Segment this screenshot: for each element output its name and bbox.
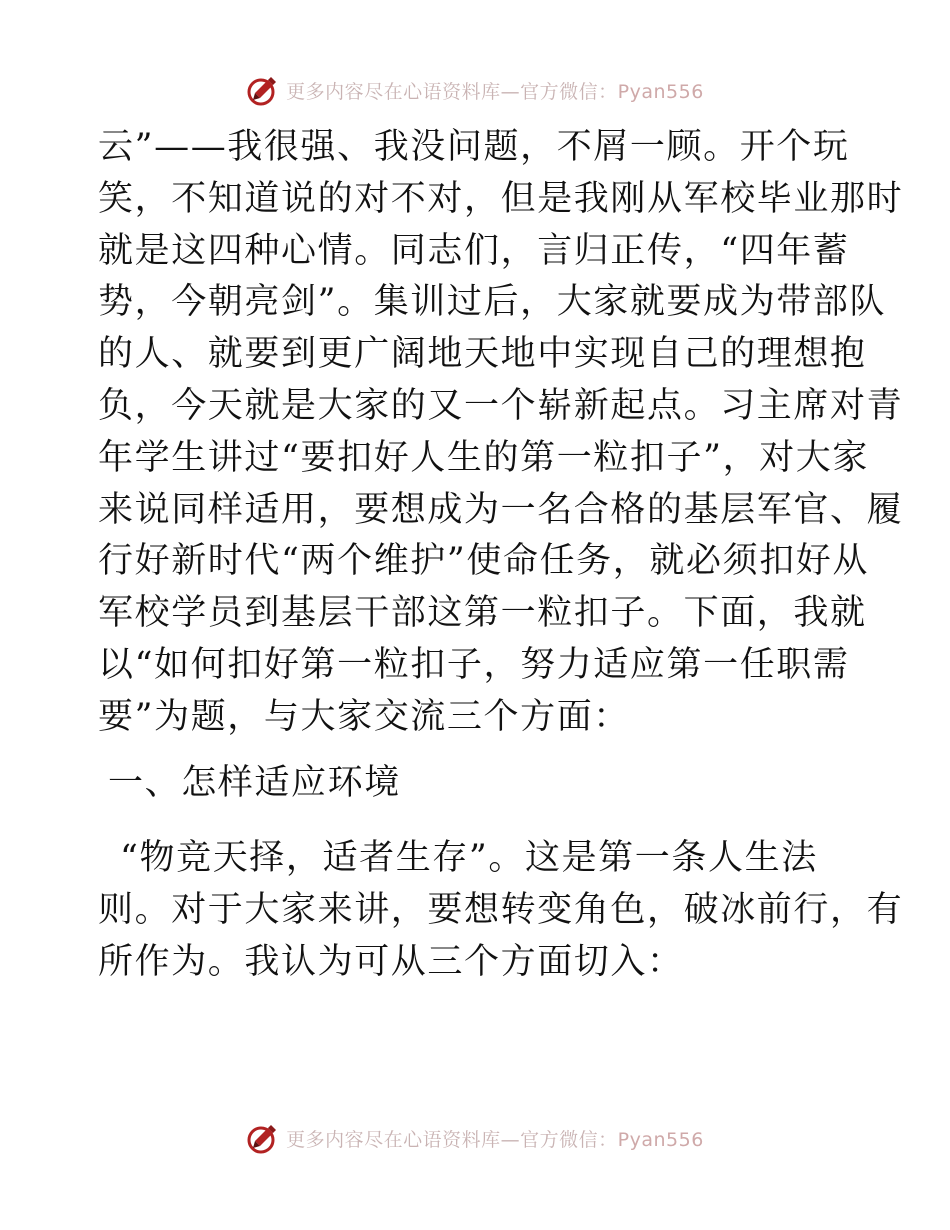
text-line: 军校学员到基层干部这第一粒扣子。下面，我就	[98, 593, 867, 634]
text-line: 则。对于大家来讲，要想转变角色，破冰前行，有	[98, 890, 904, 931]
document-body	[98, 122, 904, 989]
text-line: 的人、就要到更广阔地天地中实现自己的理想抱	[98, 334, 867, 375]
text-line: 要”为题，与大家交流三个方面：	[98, 696, 630, 737]
text-line: 势，今朝亮剑”。集训过后，大家就要成为带部队	[98, 282, 887, 323]
section-heading: 一、怎样适应环境	[108, 762, 401, 803]
pen-logo-icon	[246, 73, 280, 107]
text-line: 来说同样适用，要想成为一名合格的基层军官、履	[98, 489, 904, 530]
footer-watermark	[0, 1118, 950, 1158]
text-line: 笑，不知道说的对不对，但是我刚从军校毕业那时	[98, 178, 904, 219]
watermark-text: 更多内容尽在心语资料库—官方微信：	[286, 80, 618, 103]
text-line: “物竞天择，适者生存”。这是第一条人生法	[120, 838, 818, 879]
pen-logo-icon	[246, 1121, 280, 1155]
text-line: 所作为。我认为可从三个方面切入：	[98, 941, 684, 982]
text-line: 年学生讲过“要扣好人生的第一粒扣子”，对大家	[98, 437, 869, 478]
paragraph-2	[98, 833, 904, 988]
text-line: 云”——我很强、我没问题，不屑一顾。开个玩	[98, 127, 850, 167]
header-watermark	[0, 70, 950, 110]
watermark-contact: Pyan556	[617, 1128, 704, 1151]
text-line: 行好新时代“两个维护”使命任务，就必须扣好从	[98, 541, 869, 582]
text-line: 就是这四种心情。同志们，言归正传，“四年蓄	[98, 230, 850, 271]
text-line: 以“如何扣好第一粒扣子，努力适应第一任职需	[98, 644, 850, 685]
paragraph-1	[98, 122, 904, 744]
watermark-text: 更多内容尽在心语资料库—官方微信：	[286, 1128, 618, 1151]
text-line: 负，今天就是大家的又一个崭新起点。习主席对青	[98, 385, 904, 426]
watermark-contact: Pyan556	[617, 80, 704, 103]
